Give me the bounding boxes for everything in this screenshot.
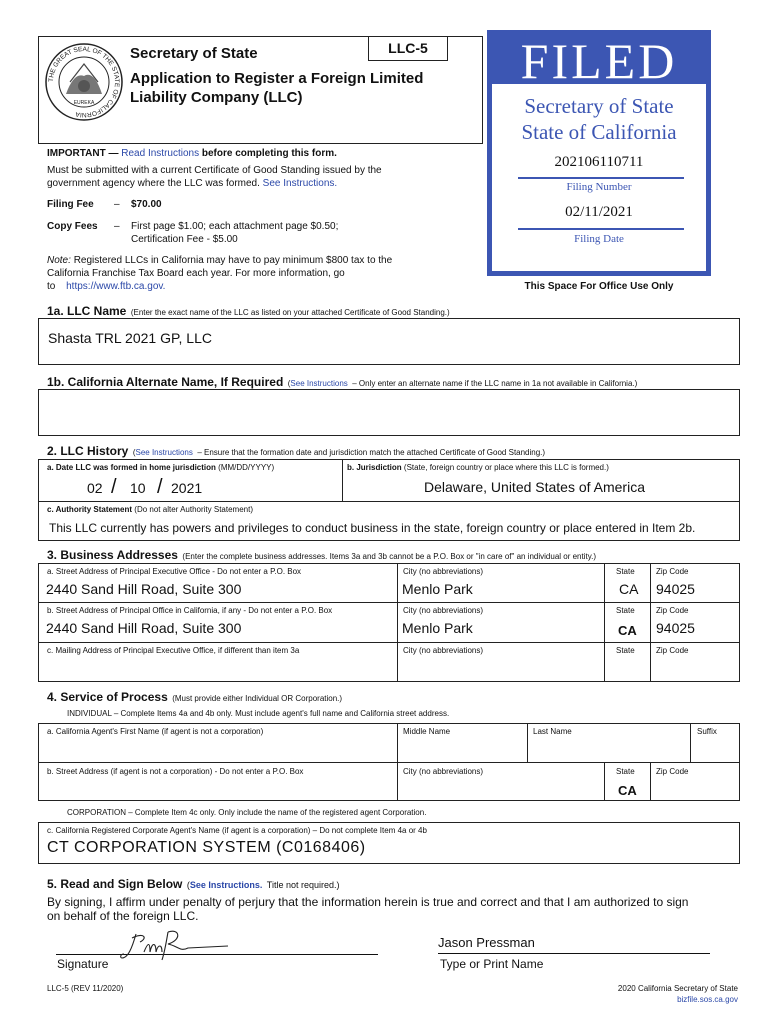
- signature-scribble: [118, 928, 238, 964]
- must-line2-text: government agency where the LLC was formed.: [47, 178, 260, 189]
- s3c-city-label: City (no abbreviations): [403, 646, 484, 655]
- s4b-col-city: [397, 762, 398, 801]
- affirm-line2: on behalf of the foreign LLC.: [47, 909, 199, 923]
- s2b-label: [347, 463, 609, 472]
- filing-number-label: Filing Number: [566, 181, 632, 193]
- s3a-street: 2440 Sand Hill Road, Suite 300: [46, 581, 242, 597]
- note-line2: California Franchise Tax Board each year. For more information, go: [47, 268, 345, 279]
- agency-name: Secretary of State: [130, 45, 258, 62]
- seal-motto: EUREKA: [73, 100, 95, 106]
- s1a-heading: 1a. LLC Name: [47, 304, 127, 318]
- slash-1: /: [111, 476, 117, 498]
- note-line3: [47, 281, 165, 292]
- s2-hint-rest: – Ensure that the formation date and jurisdiction match the attached Certificate of Good Standing.): [197, 448, 546, 457]
- signature-label: Signature: [57, 957, 109, 971]
- s5-see-instructions-link[interactable]: See Instructions.: [189, 880, 263, 890]
- form-revision: LLC-5 (REV 11/2020): [47, 984, 124, 993]
- s4-heading-line: [47, 688, 342, 706]
- s3-hint: (Enter the complete business addresses. Items 3a and 3b cannot be a P.O. Box or "in care of" an individual or entity.): [182, 552, 597, 561]
- s3-row-divider-1: [38, 602, 740, 603]
- s3c-zip-label: Zip Code: [656, 646, 689, 655]
- formed-year: 2021: [171, 480, 203, 496]
- s3c-label: c. Mailing Address of Principal Executive Office, if different than item 3a: [47, 646, 300, 655]
- s4-last-label: Last Name: [533, 727, 572, 736]
- s3-col-state: [604, 563, 605, 682]
- s3b-label: b. Street Address of Principal Office in California, if any - Do not enter a P.O. Box: [47, 606, 333, 615]
- s4-corporation-note: CORPORATION – Complete Item 4c only. Only include the name of the registered agent Corporation.: [67, 808, 427, 817]
- ftb-link[interactable]: https://www.ftb.ca.gov.: [66, 281, 166, 292]
- s4b-state: CA: [618, 783, 637, 798]
- copy-fees-dash: –: [114, 221, 120, 232]
- s5-hint-rest: Title not required.): [266, 880, 340, 890]
- s4-col-last: [527, 723, 528, 762]
- s3b-state: CA: [618, 623, 637, 638]
- s4-col-middle: [397, 723, 398, 762]
- s4-heading: 4. Service of Process: [47, 690, 168, 704]
- filing-date: 02/11/2021: [565, 204, 633, 220]
- important-label: IMPORTANT —: [47, 148, 119, 159]
- s1b-heading: 1b. California Alternate Name, If Required: [47, 375, 284, 389]
- s2-heading-line: 2. LLC History (See Instructions – Ensure that the formation date and jurisdiction match the attached Certificate of Good Standing.): [47, 444, 546, 458]
- s3a-zip: 94025: [656, 581, 695, 597]
- copy-fees-line1: First page $1.00; each attachment page $0.50;: [131, 221, 339, 232]
- s4a-label: a. California Agent's First Name (if agent is not a corporation): [47, 727, 264, 736]
- printed-name: Jason Pressman: [438, 935, 535, 950]
- s4b-zip-label: Zip Code: [656, 767, 689, 776]
- s3a-city-label: City (no abbreviations): [403, 567, 484, 576]
- slash-2: /: [157, 476, 163, 498]
- copy-fees-line2: Certification Fee - $5.00: [131, 234, 238, 245]
- s2b-label-text: b. Jurisdiction: [347, 463, 402, 472]
- office-use-label: This Space For Office Use Only: [524, 281, 674, 292]
- before-text: before completing this form.: [201, 148, 337, 159]
- note-to: to: [47, 281, 56, 292]
- s4b-state-label: State: [616, 767, 635, 776]
- s4-individual-note: INDIVIDUAL – Complete Items 4a and 4b only. Must include agent's full name and California street address.: [67, 709, 450, 718]
- s2-heading: 2. LLC History: [47, 444, 129, 458]
- read-instructions-link[interactable]: Read Instructions: [121, 148, 200, 159]
- s2-divider-h: [38, 501, 740, 502]
- state-seal-icon: [44, 42, 124, 122]
- note-label: Note:: [47, 255, 71, 266]
- s4-suffix-label: Suffix: [697, 727, 717, 736]
- s3-heading-line: [47, 546, 596, 564]
- s5-heading: 5. Read and Sign Below: [47, 877, 183, 891]
- filing-fee-label: Filing Fee: [47, 199, 94, 210]
- printed-name-line[interactable]: [438, 953, 710, 954]
- s3-col-zip: [650, 563, 651, 682]
- s1b-field[interactable]: [38, 389, 740, 436]
- s2c-label: [47, 505, 253, 514]
- s4b-label: b. Street Address (if agent is not a corporation) - Do not enter a P.O. Box: [47, 767, 304, 776]
- printed-name-label: Type or Print Name: [440, 957, 544, 971]
- filed-word: FILED: [520, 33, 678, 89]
- s4c-label: c. California Registered Corporate Agent's Name (if agent is a corporation) – Do not complete Item 4a or 4b: [47, 826, 427, 835]
- stamp-sos-line1: Secretary of State: [524, 94, 674, 118]
- formed-month: 02: [87, 480, 103, 496]
- s3b-zip-label: Zip Code: [656, 606, 689, 615]
- filing-date-rule: [518, 228, 684, 230]
- s4b-col-state: [604, 762, 605, 801]
- form-title-line1: Application to Register a Foreign Limited: [130, 70, 424, 87]
- note-line1-text: Registered LLCs in California may have to pay minimum $800 tax to the: [73, 255, 393, 266]
- filing-number: 202106110711: [554, 154, 644, 170]
- s2a-label: [47, 463, 274, 472]
- copy-fees-label: Copy Fees: [47, 221, 98, 232]
- s2c-label-text: c. Authority Statement: [47, 505, 133, 514]
- s3b-street: 2440 Sand Hill Road, Suite 300: [46, 620, 242, 636]
- s3a-label: a. Street Address of Principal Executive Office - Do not enter a P.O. Box: [47, 567, 302, 576]
- important-line: [47, 148, 337, 159]
- s4-middle-label: Middle Name: [403, 727, 451, 736]
- s1b-see-instructions-link[interactable]: See Instructions: [290, 379, 348, 388]
- s2-see-instructions-link[interactable]: See Instructions: [135, 448, 193, 457]
- filing-fee-value: $70.00: [131, 199, 162, 210]
- s3a-city: Menlo Park: [402, 581, 473, 597]
- s1b-hint-rest: – Only enter an alternate name if the LLC name in 1a not available in California.): [352, 379, 638, 388]
- corporate-agent-name: CT CORPORATION SYSTEM (C0168406): [47, 839, 366, 856]
- s4-hint: (Must provide either Individual OR Corporation.): [172, 694, 343, 703]
- seal-text: THE GREAT SEAL OF THE STATE OF CALIFORNIA: [47, 45, 121, 119]
- s2c-hint: (Do not alter Authority Statement): [134, 505, 254, 514]
- s3b-city-label: City (no abbreviations): [403, 606, 484, 615]
- s3-row-divider-2: [38, 642, 740, 643]
- filing-fee-dash: –: [114, 199, 120, 210]
- s2a-label-text: a. Date LLC was formed in home jurisdiction: [47, 463, 216, 472]
- s3b-state-label: State: [616, 606, 635, 615]
- s4-col-suffix: [690, 723, 691, 762]
- form-title-line2: Liability Company (LLC): [130, 89, 303, 106]
- s3c-state-label: State: [616, 646, 635, 655]
- form-code: LLC-5: [388, 40, 428, 56]
- s3-col-city: [397, 563, 398, 682]
- filed-stamp: [487, 30, 711, 276]
- llc-name-value: Shasta TRL 2021 GP, LLC: [48, 330, 212, 346]
- note-line1: [47, 255, 392, 266]
- s2b-hint: (State, foreign country or place where this LLC is formed.): [403, 463, 609, 472]
- s2-divider-v: [342, 459, 343, 501]
- s3b-zip: 94025: [656, 620, 695, 636]
- s4-row-divider: [38, 762, 740, 763]
- authority-statement: This LLC currently has powers and privileges to conduct business in the state, foreign country or place entered in Item 2b.: [49, 521, 696, 535]
- bizfile-link[interactable]: bizfile.sos.ca.gov: [677, 995, 738, 1004]
- s1a-hint: (Enter the exact name of the LLC as listed on your attached Certificate of Good Standing.): [130, 308, 450, 317]
- s3a-state: CA: [619, 581, 639, 597]
- jurisdiction-value: Delaware, United States of America: [424, 479, 645, 495]
- stamp-sos-line2: State of California: [521, 120, 677, 144]
- s3-heading: 3. Business Addresses: [47, 548, 178, 562]
- s3b-city: Menlo Park: [402, 620, 473, 636]
- s3a-zip-label: Zip Code: [656, 567, 689, 576]
- s5-heading-line: 5. Read and Sign Below (See Instructions. Title not required.): [47, 877, 340, 891]
- s4b-city-label: City (no abbreviations): [403, 767, 484, 776]
- filed-stamp-inner: [492, 84, 706, 271]
- affirm-line1: By signing, I affirm under penalty of perjury that the information herein is true and correct and that I am authorized to sign: [47, 895, 689, 909]
- s4b-col-zip: [650, 762, 651, 801]
- filing-number-rule: [518, 177, 684, 179]
- formed-day: 10: [130, 480, 146, 496]
- copyright: 2020 California Secretary of State: [617, 984, 738, 993]
- s1b-hint-open: (: [287, 379, 291, 388]
- see-instructions-link[interactable]: See Instructions.: [262, 178, 338, 189]
- must-line2: [47, 178, 337, 189]
- must-line1: Must be submitted with a current Certificate of Good Standing issued by the: [47, 165, 382, 176]
- filing-date-label: Filing Date: [574, 233, 624, 245]
- s3a-state-label: State: [616, 567, 635, 576]
- s2a-format: (MM/DD/YYYY): [218, 463, 275, 472]
